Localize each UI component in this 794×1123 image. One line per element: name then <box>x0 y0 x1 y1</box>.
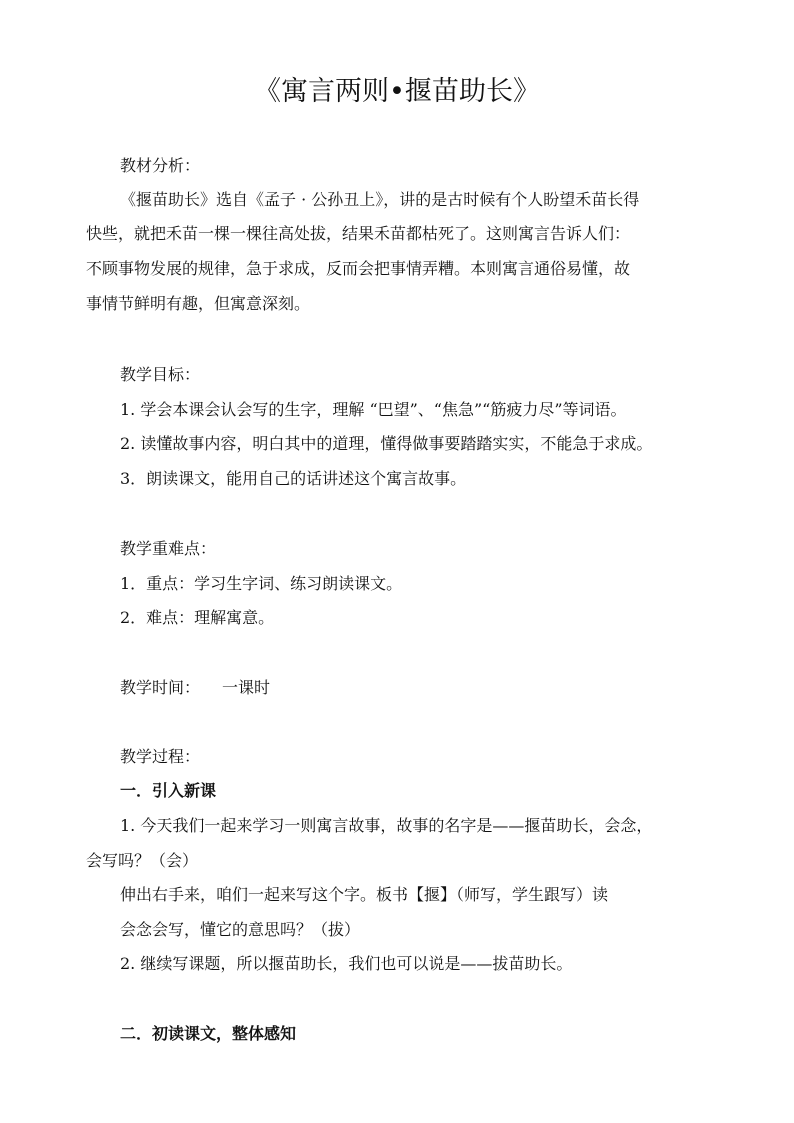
analysis-line-2: 快些，就把禾苗一棵一棵往高处拔，结果禾苗都枯死了。这则寓言告诉人们： <box>86 224 631 243</box>
analysis-heading: 教材分析： <box>120 156 201 175</box>
process-section-1-title: 一．引入新课 <box>120 781 217 800</box>
goals-heading: 教学目标： <box>120 365 201 384</box>
process-section-1-line-3: 伸出右手来，咱们一起来写这个字。板书【揠】（师写，学生跟写）读 <box>120 885 609 904</box>
document-title: 《寓言两则•揠苗助长》 <box>254 76 540 107</box>
time-heading: 教学时间： <box>120 678 201 697</box>
goal-item-3: 3．朗读课文，能用自己的话讲述这个寓言故事。 <box>120 469 467 488</box>
goal-item-2: 2. 读懂故事内容，明白其中的道理，懂得做事要踏踏实实，不能急于求成。 <box>120 434 653 453</box>
analysis-line-1: 《揠苗助长》选自《孟子 · 公孙丑上》，讲的是古时候有个人盼望禾苗长得 <box>120 190 640 209</box>
process-section-1-line-2: 会写吗？（会） <box>86 851 199 870</box>
time-value: 一课时 <box>222 678 271 697</box>
key-points-heading: 教学重难点： <box>120 539 217 558</box>
analysis-line-4: 事情节鲜明有趣，但寓意深刻。 <box>86 294 311 313</box>
analysis-line-3: 不顾事物发展的规律，急于求成，反而会把事情弄糟。本则寓言通俗易懂，故 <box>86 259 631 278</box>
process-section-1-line-4: 会念会写，懂它的意思吗？（拔） <box>120 920 361 939</box>
process-section-2-title: 二．初读课文，整体感知 <box>120 1024 297 1043</box>
process-section-1-line-5: 2. 继续写课题，所以揠苗助长，我们也可以说是——拔苗助长。 <box>120 954 573 973</box>
key-point-item-2: 2．难点：理解寓意。 <box>120 608 275 627</box>
key-point-item-1: 1．重点：学习生字词、练习朗读课文。 <box>120 574 403 593</box>
process-section-1-line-1: 1. 今天我们一起来学习一则寓言故事，故事的名字是——揠苗助长，会念， <box>120 816 653 835</box>
goal-item-1: 1. 学会本课会认会写的生字，理解 “巴望”、“焦急”“筋疲力尽”等词语。 <box>120 400 627 419</box>
process-heading: 教学过程： <box>120 747 201 766</box>
